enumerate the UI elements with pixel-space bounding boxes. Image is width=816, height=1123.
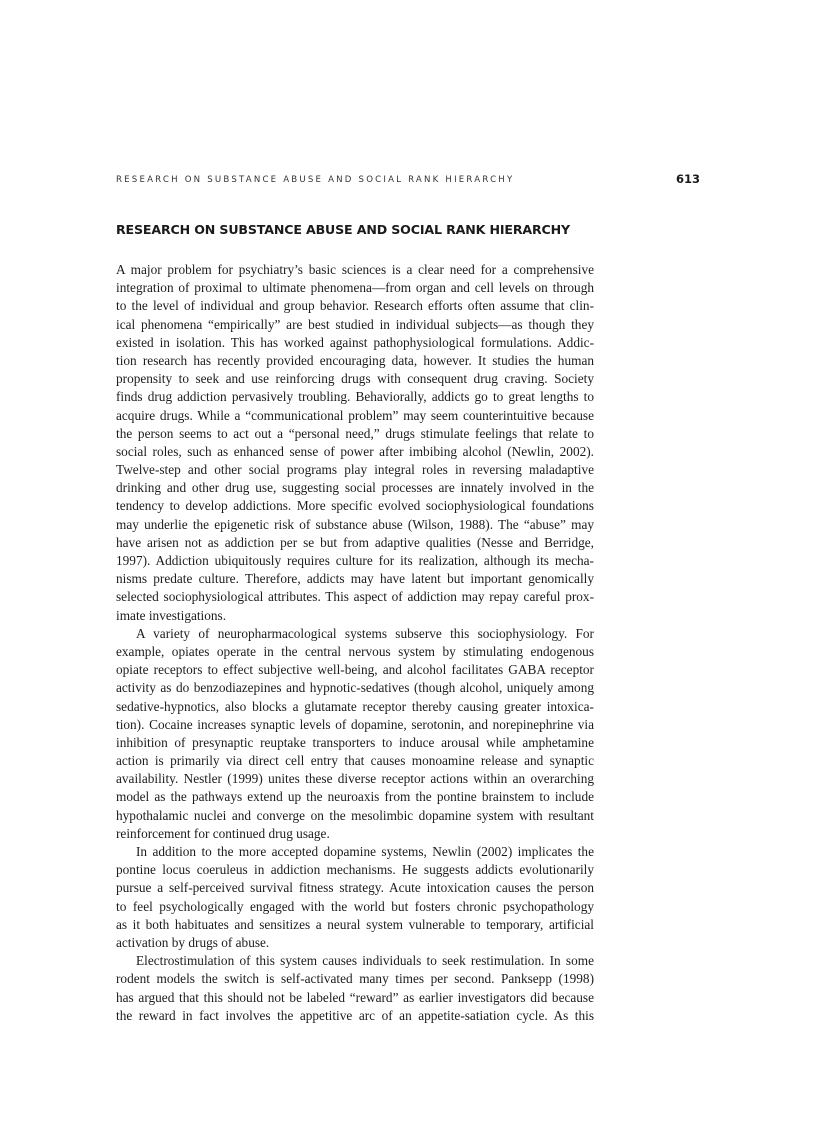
text-line: opiate receptors to effect subjective well-being, and alcohol facilitates GABA receptor (116, 662, 594, 678)
paragraph (116, 952, 594, 1025)
paragraph (116, 843, 594, 952)
text-line: tion). Cocaine increases synaptic levels of dopamine, serotonin, and norepinephrine via (116, 716, 594, 732)
paragraph (116, 261, 594, 625)
text-line: integration of proximal to ultimate phenomena—from organ and cell levels on through (116, 280, 594, 296)
text-line: Electrostimulation of this system causes individuals to seek restimulation. In some (136, 953, 594, 969)
running-head: RESEARCH ON SUBSTANCE ABUSE AND SOCIAL RANK HIERARCHY (116, 175, 515, 185)
text-line: social roles, such as enhanced sense of power after imbibing alcohol (Newlin, 2002). (116, 443, 594, 459)
text-line: drinking and other drug use, suggesting social processes are innately involved in the (116, 480, 594, 496)
text-line: propensity to seek and use reinforcing drugs with consequent drug craving. Society (116, 371, 594, 387)
text-line: to the level of individual and group behavior. Research efforts often assume that clin- (116, 298, 594, 314)
text-line: action is primarily via direct cell entry that causes monoamine release and synaptic (116, 753, 594, 769)
text-line: inhibition of presynaptic reuptake transporters to induce arousal while amphetamine (116, 734, 594, 750)
text-line: the person seems to act out a “personal need,” drugs stimulate feelings that relate to (116, 425, 594, 441)
text-line: pursue a self-perceived survival fitness strategy. Acute intoxication causes the person (116, 880, 594, 896)
text-line: sedative-hypnotics, also blocks a glutamate receptor thereby causing greater intoxica- (116, 698, 594, 714)
text-line: nisms predate culture. Therefore, addicts may have latent but important genomically (116, 571, 594, 587)
text-line: pontine locus coeruleus in addiction mechanisms. He suggests addicts evolutionarily (116, 862, 594, 878)
text-line: existed in isolation. This has worked against pathophysiological formulations. Addic- (116, 334, 594, 350)
text-line: Twelve-step and other social programs play integral roles in reversing maladaptive (116, 462, 594, 478)
text-line: acquire drugs. While a “communicational problem” may seem counterintuitive because (116, 407, 594, 423)
page-number: 613 (675, 172, 700, 186)
text-line: as it both habituates and sensitizes a neural system vulnerable to temporary, artificial (116, 916, 594, 932)
text-line: A variety of neuropharmacological systems subserve this sociophysiology. For (136, 625, 594, 641)
text-line: 1997). Addiction ubiquitously requires culture for its realization, although its mecha- (116, 553, 594, 568)
text-line: to feel psychologically engaged with the world but fosters chronic psychopathology (116, 898, 594, 914)
text-line: A major problem for psychiatry’s basic sciences is a clear need for a comprehensive (116, 262, 594, 277)
text-line: may underlie the epigenetic risk of substance abuse (Wilson, 1988). The “abuse” may (116, 516, 594, 532)
text-line: tendency to develop addictions. More specific evolved sociophysiological foundations (116, 498, 594, 514)
paragraph (116, 625, 594, 843)
text-line: example, opiates operate in the central nervous system by stimulating endogenous (116, 643, 594, 659)
text-line: ical phenomena “empirically” are best studied in individual subjects—as though they (116, 316, 594, 332)
text-line: the reward in fact involves the appetitive arc of an appetite-satiation cycle. As this (116, 1007, 594, 1023)
text-line: activity as do benzodiazepines and hypnotic-sedatives (though alcohol, uniquely among (116, 680, 594, 696)
body-text (116, 261, 594, 1025)
text-line: model as the pathways extend up the neuroaxis from the pontine brainstem to include (116, 789, 594, 805)
text-line: imate investigations. (116, 607, 227, 623)
text-line: activation by drugs of abuse. (116, 934, 270, 950)
text-line: tion research has recently provided encouraging data, however. It studies the human (116, 352, 594, 368)
section-title: RESEARCH ON SUBSTANCE ABUSE AND SOCIAL RANK HIERARCHY (116, 222, 570, 237)
text-line: availability. Nestler (1999) unites these diverse receptor actions within an overarching (116, 771, 594, 787)
text-line: selected sociophysiological attributes. This aspect of addiction may repay careful prox- (116, 589, 594, 605)
text-line: hypothalamic nuclei and converge on the mesolimbic dopamine system with resultant (116, 807, 594, 823)
text-line: have arisen not as addiction per se but from adaptive qualities (Nesse and Berridge, (116, 534, 594, 550)
text-line: In addition to the more accepted dopamine systems, Newlin (2002) implicates the (136, 844, 594, 859)
text-line: finds drug addiction pervasively troubling. Behaviorally, addicts go to great lengths to (116, 389, 594, 405)
text-line: rodent models the switch is self-activated many times per second. Panksepp (1998) (116, 971, 594, 987)
text-line: has argued that this should not be labeled “reward” as earlier investigators did because (116, 989, 594, 1005)
text-line: reinforcement for continued drug usage. (116, 825, 330, 841)
